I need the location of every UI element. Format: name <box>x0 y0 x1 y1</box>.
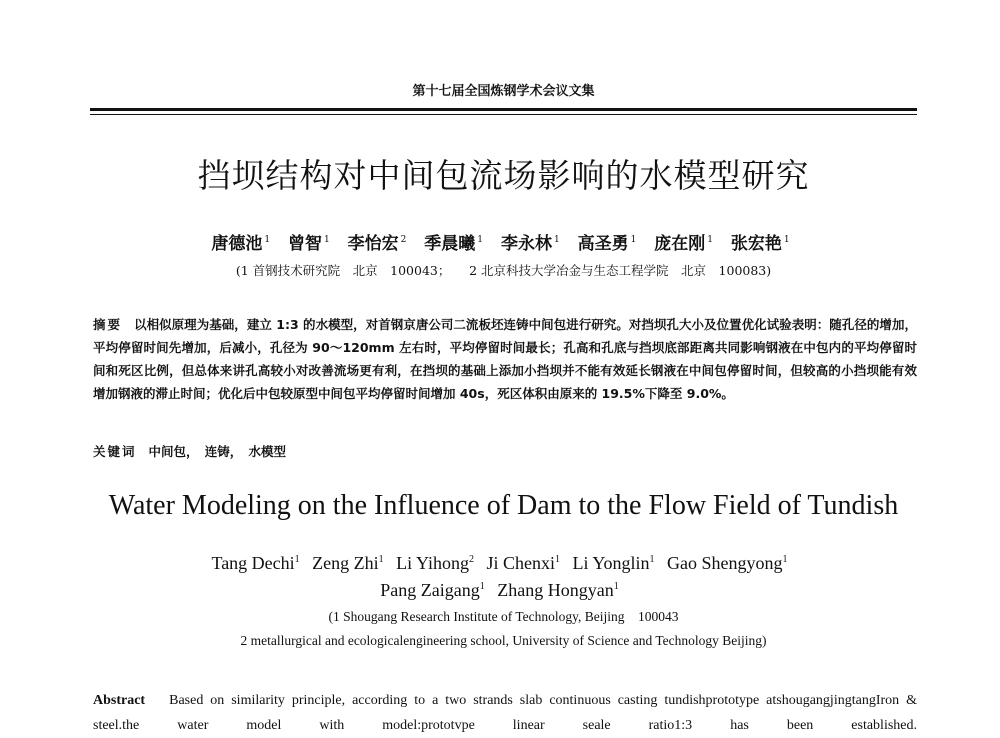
author-cn-affiliation: 1 <box>264 235 271 246</box>
author-en: Li Yonglin <box>572 553 650 573</box>
author-en: Ji Chenxi <box>486 553 556 573</box>
author-en-affiliation: 1 <box>613 581 619 592</box>
abstract-cn-label: 摘要 <box>93 317 123 332</box>
author-en-affiliation: 2 <box>469 554 474 565</box>
author-cn-affiliation: 1 <box>630 235 637 246</box>
author-en-affiliation: 1 <box>294 554 300 565</box>
affiliation-en-line-1: (1 Shougang Research Institute of Technology, Beijing 100043 <box>328 609 679 624</box>
author-cn-affiliation: 1 <box>323 235 330 246</box>
author-cn: 张宏艳 <box>730 234 782 254</box>
author-en-affiliation: 1 <box>479 581 485 592</box>
affiliation-english <box>90 605 917 653</box>
author-cn: 李永林 <box>500 234 552 254</box>
abstract-en-label: Abstract <box>93 693 146 708</box>
authors-en-line <box>90 548 917 575</box>
title-chinese: 挡坝结构对中间包流场影响的水模型研究 <box>197 156 810 195</box>
author-en: Zeng Zhi <box>312 553 379 573</box>
author-cn: 季晨曦 <box>424 234 476 254</box>
abstract-chinese <box>93 313 917 405</box>
author-cn: 曾智 <box>287 234 322 254</box>
author-cn-affiliation: 1 <box>553 235 560 246</box>
author-en: Pang Zaigang <box>380 580 480 600</box>
author-cn: 高圣勇 <box>577 234 629 254</box>
running-header: 第十七届全国炼钢学术会议文集 <box>412 84 595 99</box>
author-en-affiliation: 1 <box>649 554 655 565</box>
keywords-cn-label: 关键词 <box>93 444 137 459</box>
affiliation-chinese: (1 首钢技术研究院 北京 100043； 2 北京科技大学冶金与生态工程学院 北京 100083) <box>235 263 772 278</box>
author-cn-affiliation: 2 <box>400 235 407 246</box>
header-rule-thin <box>90 114 917 115</box>
header-rule-thick <box>90 108 917 111</box>
authors-en-line <box>90 575 917 602</box>
author-cn-affiliation: 1 <box>707 235 713 246</box>
author-en-affiliation: 1 <box>555 554 561 565</box>
author-en: Li Yihong <box>396 553 469 573</box>
abstract-cn-text: 以相似原理为基础，建立 1:3 的水模型，对首钢京唐公司二流板坯连铸中间包进行研究。对挡坝孔大小及位置优化试验表明：随孔径的增加，平均停留时间先增加，后减小，孔径为 90～120mm 左右时，平均停留时间最长；孔高和孔底与挡坝底部距离共同影响钢液在中包内的平均停留时间和死区比例，但总体来讲孔高较小对改善流场更有利，在挡坝的基础上添加小挡坝并不能有效延长钢液在中间包停留时间，但较高的小挡坝能有效增加钢液的滞止时间；优化后中包较原型中间包平均停留时间增加 40s，死区体积由原来的 19.5%下降至 9.0%。 <box>93 317 917 401</box>
author-en: Zhang Hongyan <box>497 580 614 600</box>
author-cn-affiliation: 1 <box>783 235 790 246</box>
author-en: Tang Dechi <box>211 553 295 573</box>
author-cn: 唐德池 <box>211 234 263 254</box>
author-en-affiliation: 1 <box>378 554 384 565</box>
authors-english <box>90 548 917 602</box>
authors-chinese <box>90 229 917 254</box>
author-cn-affiliation: 1 <box>477 235 484 246</box>
abstract-english <box>93 688 917 738</box>
abstract-en-text: Based on similarity principle, according to a two strands slab continuous casting tundishprototype atshougangjingtangIron & steel.the water model with model:prototvpe linear seale ratio1:3 has been established. <box>93 693 917 733</box>
keywords-cn-text: 中间包， 连铸， 水模型 <box>148 444 287 459</box>
author-en-affiliation: 1 <box>782 554 788 565</box>
author-cn: 李怡宏 <box>347 234 399 254</box>
author-cn: 庞在刚 <box>654 234 706 254</box>
affiliation-en-line-2: 2 metallurgical and ecologicalengineering school, University of Science and Technology Beijing) <box>240 633 767 648</box>
author-en: Gao Shengyong <box>667 553 783 573</box>
keywords-chinese <box>93 442 917 460</box>
title-english: Water Modeling on the Influence of Dam to the Flow Field of Tundish <box>108 490 899 521</box>
